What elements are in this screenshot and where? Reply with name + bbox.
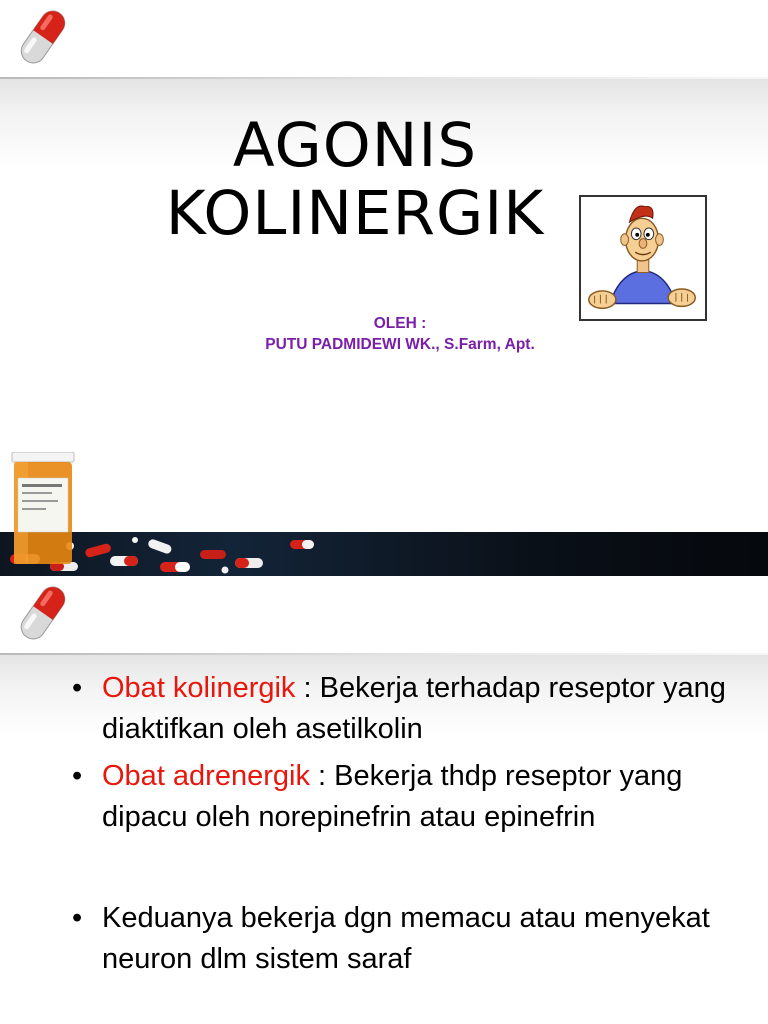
bullet-text: : Bekerja thdp reseptor yang dipacu oleh norepinefrin atau epinefrin (102, 760, 683, 833)
list-item (72, 668, 732, 750)
bullet-dot: • (72, 672, 83, 704)
bullet-dot: • (72, 902, 83, 934)
title-line-2: KOLINERGIK (165, 178, 545, 249)
bullet-dot: • (72, 760, 83, 792)
cartoon-man-icon (579, 195, 707, 321)
list-item (72, 898, 732, 980)
bullet-text: Keduanya bekerja dgn memacu atau menyekat neuron dlm sistem saraf (102, 902, 710, 975)
pill-icon (18, 582, 68, 644)
author-name: PUTU PADMIDEWI WK., S.Farm, Apt. (265, 336, 535, 353)
term-adrenergic: Obat adrenergik (102, 760, 310, 792)
cartoon-man-drawing (581, 197, 705, 319)
slide-title (110, 112, 600, 248)
author-label: OLEH : (373, 315, 427, 332)
title-line-1: AGONIS (232, 110, 478, 181)
list-item (72, 756, 732, 838)
content-slide (0, 576, 768, 1024)
term-cholinergic: Obat kolinergik (102, 672, 296, 704)
bullet-text: : Bekerja terhadap reseptor yang diaktifkan oleh asetilkolin (102, 672, 726, 745)
pill-bottle-icon (8, 452, 78, 568)
author-byline (160, 313, 640, 355)
bullet-list (72, 668, 732, 980)
pill-icon (18, 6, 68, 68)
